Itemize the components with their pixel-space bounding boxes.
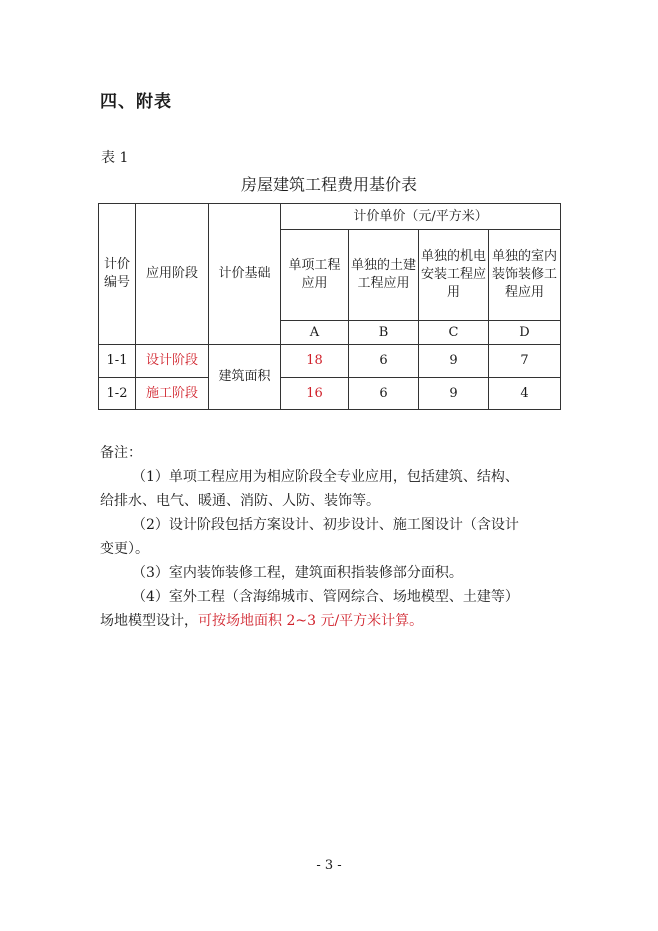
fee-table xyxy=(98,203,561,410)
letter-a: A xyxy=(281,321,349,345)
table-row xyxy=(99,345,561,378)
note-4-continued xyxy=(100,609,570,633)
notes-title: 备注： xyxy=(100,445,142,461)
page-number: - 3 - xyxy=(316,858,342,873)
note-4: （4）室外工程（含海绵城市、管网综合、场地模型、土建等） xyxy=(132,589,519,605)
row-value-a: 16 xyxy=(281,378,349,410)
subheader-d: 单独的室内装饰装修工程应用 xyxy=(489,230,561,321)
row-value-b: 6 xyxy=(349,378,419,410)
note-3: （3）室内装饰装修工程，建筑面积指装修部分面积。 xyxy=(132,565,463,581)
note-2-continued: 变更）。 xyxy=(100,541,149,557)
letter-c: C xyxy=(419,321,489,345)
subheader-b: 单独的土建工程应用 xyxy=(349,230,419,321)
table-label: 表 1 xyxy=(101,150,129,166)
row-basis: 建筑面积 xyxy=(209,345,281,410)
note-1: （1）单项工程应用为相应阶段全专业应用，包括建筑、结构、 xyxy=(132,469,519,485)
row-value-a: 18 xyxy=(281,345,349,378)
row-stage: 施工阶段 xyxy=(136,378,209,410)
subheader-a: 单项工程应用 xyxy=(281,230,349,321)
note-2: （2）设计阶段包括方案设计、初步设计、施工图设计（含设计 xyxy=(132,517,519,533)
row-value-d: 7 xyxy=(489,345,561,378)
row-value-b: 6 xyxy=(349,345,419,378)
notes-section xyxy=(100,441,570,633)
row-code: 1-2 xyxy=(99,378,136,410)
row-value-c: 9 xyxy=(419,378,489,410)
note-4-highlight: 可按场地面积 2~3 元/平方米计算。 xyxy=(198,613,424,629)
header-basis: 计价基础 xyxy=(209,204,281,345)
subheader-c: 单独的机电安装工程应用 xyxy=(419,230,489,321)
letter-b: B xyxy=(349,321,419,345)
letter-d: D xyxy=(489,321,561,345)
section-heading: 四、附表 xyxy=(100,92,172,112)
row-stage: 设计阶段 xyxy=(136,345,209,378)
note-1-continued: 给排水、电气、暖通、消防、人防、装饰等。 xyxy=(100,493,380,509)
header-code: 计价编号 xyxy=(99,204,136,345)
row-code: 1-1 xyxy=(99,345,136,378)
table-row xyxy=(99,378,561,410)
header-stage: 应用阶段 xyxy=(136,204,209,345)
table-title: 房屋建筑工程费用基价表 xyxy=(240,175,417,194)
header-unit-price: 计价单价（元/平方米） xyxy=(281,204,561,230)
row-value-d: 4 xyxy=(489,378,561,410)
note-4-plain: 场地模型设计， xyxy=(100,613,198,629)
row-value-c: 9 xyxy=(419,345,489,378)
